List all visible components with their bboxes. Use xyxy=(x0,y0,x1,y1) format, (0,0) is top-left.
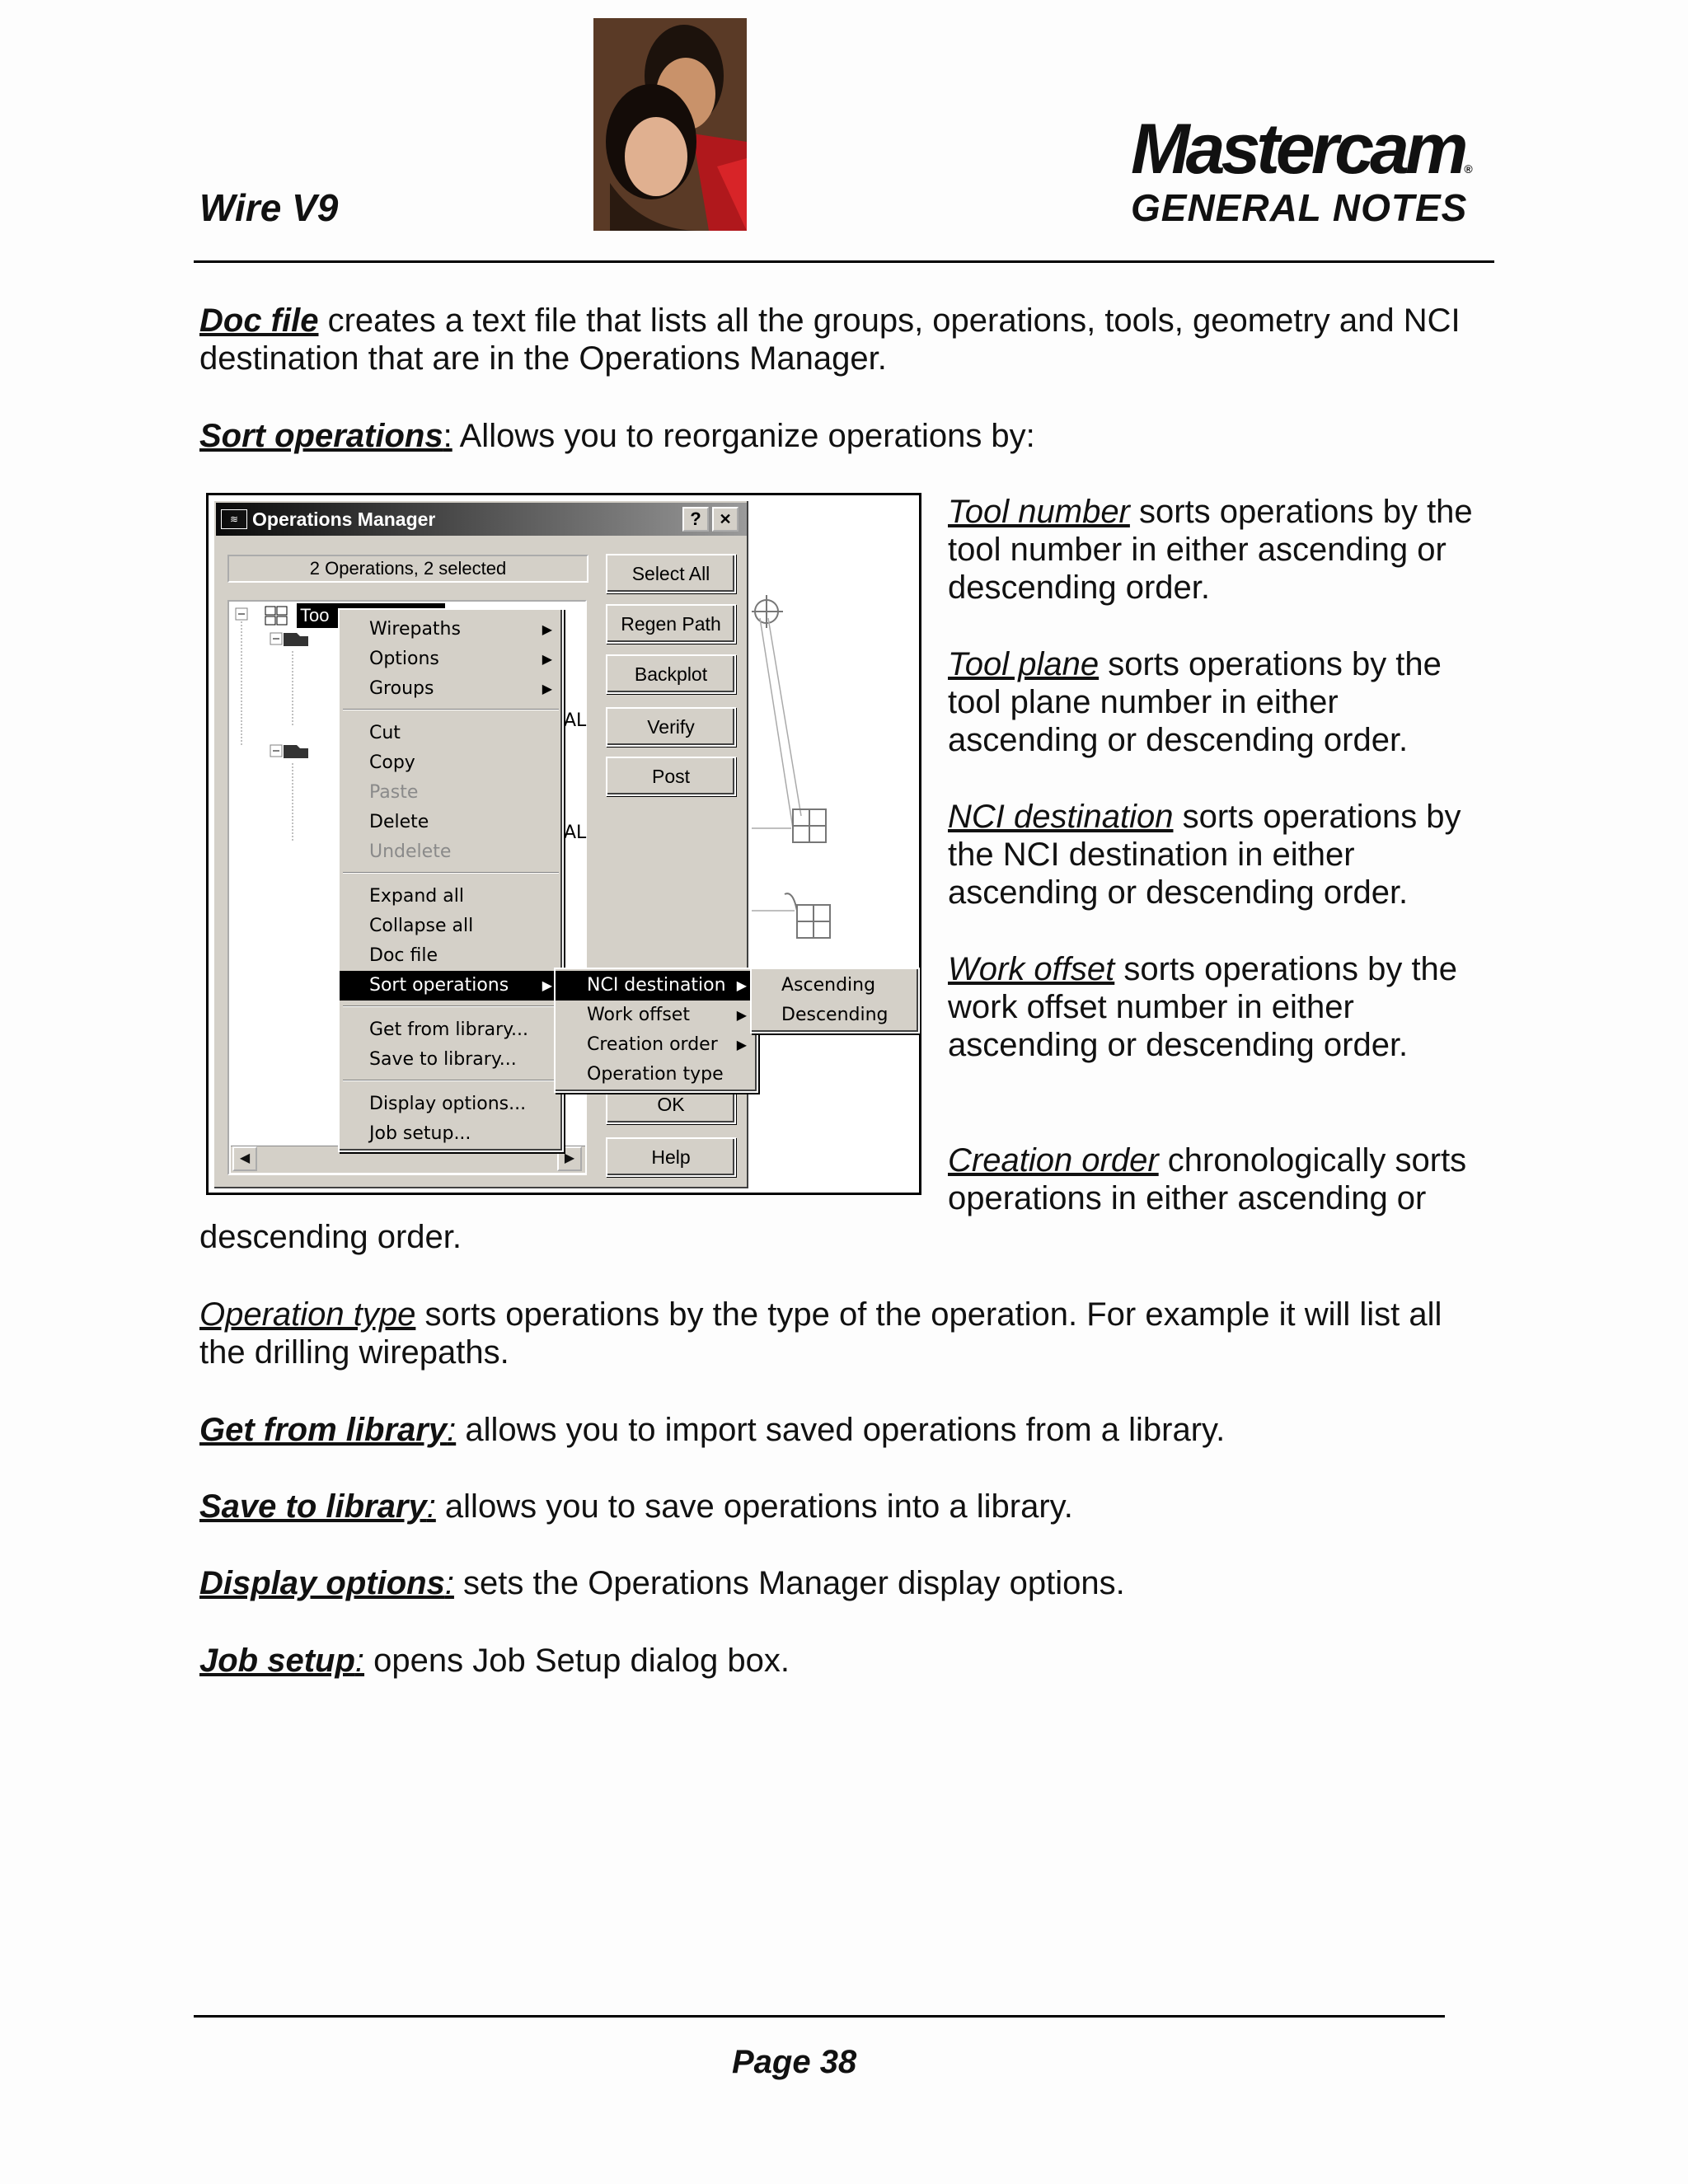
backplot-button[interactable]: Backplot xyxy=(606,654,736,694)
header-left-title: Wire V9 xyxy=(199,186,339,229)
menu-item-get-from-library[interactable]: Get from library... xyxy=(369,1019,529,1040)
sort-operations-paragraph: Sort operations: Allows you to reorganize operations by: xyxy=(199,418,1035,454)
ok-button[interactable]: OK xyxy=(606,1085,736,1124)
submenu-arrow-icon: ▶ xyxy=(542,621,552,637)
mastercam-logo: Mastercam® xyxy=(1131,110,1473,189)
geometry-sketch xyxy=(752,503,917,1187)
context-menu xyxy=(338,608,564,1152)
menu-item-collapse-all[interactable]: Collapse all xyxy=(369,916,474,936)
submenu-item-operation-type[interactable]: Operation type xyxy=(587,1064,724,1085)
tree-selected-item[interactable]: Too xyxy=(297,603,445,628)
menu-separator xyxy=(343,1005,559,1007)
menu-item-job-setup[interactable]: Job setup... xyxy=(369,1123,471,1144)
display-options-paragraph: Display options: sets the Operations Manager display options. xyxy=(199,1565,1125,1601)
footer-divider xyxy=(194,2015,1445,2018)
help-button[interactable]: Help xyxy=(606,1137,736,1177)
menu-item-undelete: Undelete xyxy=(369,841,452,862)
close-icon[interactable]: ✕ xyxy=(712,507,738,532)
submenu-item-ascending[interactable]: Ascending xyxy=(781,975,876,996)
creation-order-paragraph: Creation order chronologically sorts operations in either ascending or xyxy=(948,1142,1467,1216)
scroll-left-icon[interactable]: ◀ xyxy=(232,1146,257,1171)
submenu-arrow-icon: ▶ xyxy=(542,651,552,667)
post-button[interactable]: Post xyxy=(606,757,736,796)
menu-item-delete[interactable]: Delete xyxy=(369,812,429,832)
header-photo xyxy=(593,18,747,231)
portrait-photo-icon xyxy=(593,18,747,231)
save-to-library-paragraph: Save to library: allows you to save operations into a library. xyxy=(199,1488,1073,1525)
nci-destination-term: NCI destination xyxy=(948,799,1174,835)
order-submenu xyxy=(750,968,920,1033)
window-titlebar: Operations Manager xyxy=(216,503,747,536)
creation-order-continued: descending order. xyxy=(199,1219,462,1255)
submenu-arrow-icon: ▶ xyxy=(736,1037,747,1052)
regen-path-button[interactable]: Regen Path xyxy=(606,604,736,644)
submenu-item-nci-destination[interactable]: NCI destination ▶ xyxy=(556,971,757,1001)
menu-item-save-to-library[interactable]: Save to library... xyxy=(369,1049,517,1070)
operation-type-term: Operation type xyxy=(199,1296,416,1333)
save-to-library-term: Save to library xyxy=(199,1488,427,1525)
menu-item-cut[interactable]: Cut xyxy=(369,723,401,743)
verify-button[interactable]: Verify xyxy=(606,707,736,747)
menu-separator xyxy=(343,709,559,710)
submenu-item-work-offset[interactable]: Work offset ▶ xyxy=(556,1001,757,1030)
sort-operations-term: Sort operations xyxy=(199,418,443,454)
menu-item-groups[interactable]: Groups ▶ xyxy=(340,674,562,704)
tree-lines xyxy=(231,603,338,851)
tree-fragment-1: AL xyxy=(564,710,587,731)
header-right-title: GENERAL NOTES xyxy=(1131,186,1468,229)
submenu-arrow-icon: ▶ xyxy=(542,977,552,993)
nci-destination-paragraph: NCI destination sorts operations by the NCI destination in either ascending or descending order. xyxy=(948,799,1461,911)
work-offset-term: Work offset xyxy=(948,951,1115,987)
select-all-button[interactable]: Select All xyxy=(606,554,736,593)
display-options-term: Display options xyxy=(199,1565,445,1601)
help-title-button[interactable]: ? xyxy=(682,507,709,532)
menu-item-expand-all[interactable]: Expand all xyxy=(369,886,464,907)
menu-item-options[interactable]: Options ▶ xyxy=(340,644,562,674)
job-setup-term: Job setup xyxy=(199,1643,355,1679)
doc-file-term: Doc file xyxy=(199,302,319,339)
doc-file-paragraph: Doc file creates a text file that lists all the groups, operations, tools, geometry and NCI destination that are in the Operations Manager. xyxy=(199,302,1461,377)
menu-item-sort-operations[interactable]: Sort operations ▶ xyxy=(340,971,562,1001)
submenu-arrow-icon: ▶ xyxy=(736,1007,747,1023)
menu-item-paste: Paste xyxy=(369,782,419,803)
submenu-arrow-icon: ▶ xyxy=(736,977,747,993)
sort-submenu xyxy=(554,968,758,1093)
work-offset-paragraph: Work offset sorts operations by the work offset number in either ascending or descending order. xyxy=(948,951,1458,1063)
tool-plane-paragraph: Tool plane sorts operations by the tool plane number in either ascending or descending order. xyxy=(948,646,1442,758)
app-icon: ≋ xyxy=(221,509,247,529)
menu-item-copy[interactable]: Copy xyxy=(369,752,415,773)
get-from-library-paragraph: Get from library: allows you to import saved operations from a library. xyxy=(199,1412,1226,1448)
scroll-right-icon[interactable]: ▶ xyxy=(557,1146,582,1171)
tool-number-paragraph: Tool number sorts operations by the tool number in either ascending or descending order. xyxy=(948,494,1473,606)
operations-status: 2 Operations, 2 selected xyxy=(227,555,588,583)
menu-item-doc-file[interactable]: Doc file xyxy=(369,945,438,966)
submenu-item-descending[interactable]: Descending xyxy=(781,1005,889,1025)
operation-type-paragraph: Operation type sorts operations by the type of the operation. For example it will list all the drilling wirepaths. xyxy=(199,1296,1442,1371)
creation-order-term: Creation order xyxy=(948,1142,1159,1179)
menu-separator xyxy=(343,872,559,874)
submenu-item-creation-order[interactable]: Creation order ▶ xyxy=(556,1030,757,1060)
tree-fragment-2: AL xyxy=(564,823,587,843)
get-from-library-term: Get from library xyxy=(199,1412,448,1448)
page-number: Page 38 xyxy=(732,2044,857,2080)
tool-number-term: Tool number xyxy=(948,494,1130,530)
tool-plane-term: Tool plane xyxy=(948,646,1100,682)
submenu-arrow-icon: ▶ xyxy=(542,681,552,696)
menu-separator xyxy=(343,1080,559,1081)
header-divider xyxy=(194,260,1494,263)
job-setup-paragraph: Job setup: opens Job Setup dialog box. xyxy=(199,1643,790,1679)
menu-item-wirepaths[interactable]: Wirepaths ▶ xyxy=(340,615,562,644)
menu-item-display-options[interactable]: Display options... xyxy=(369,1094,527,1114)
